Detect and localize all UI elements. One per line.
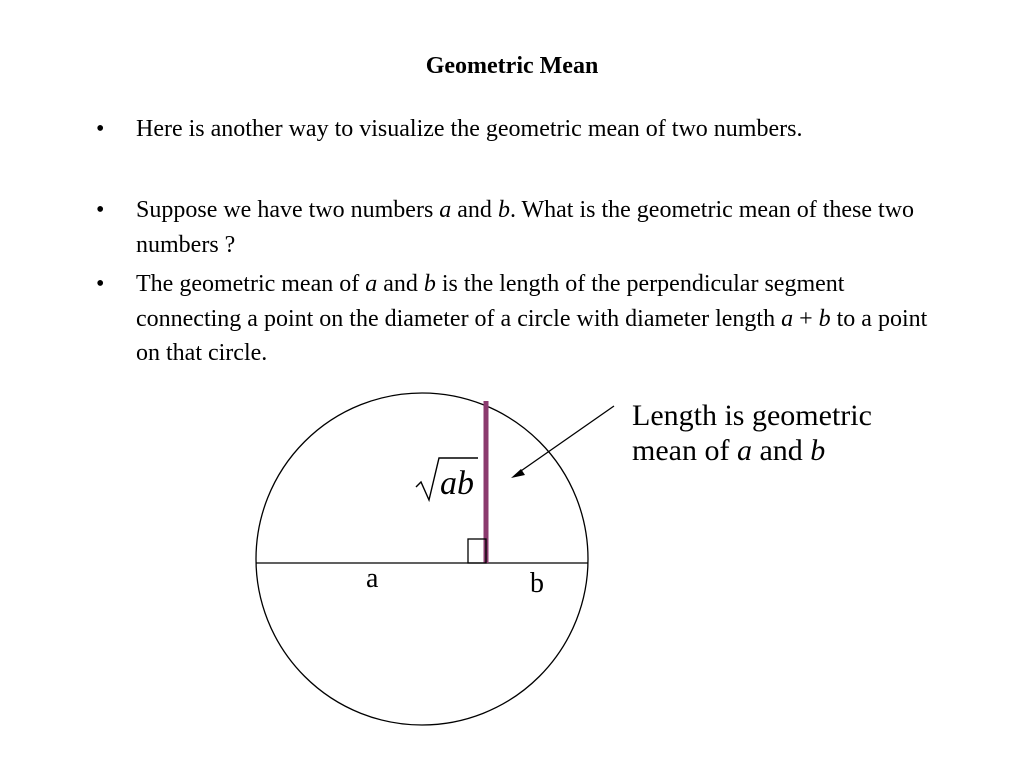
right-angle-marker xyxy=(468,539,486,563)
slide-title: Geometric Mean xyxy=(425,53,599,79)
callout-text-part: mean of xyxy=(632,434,737,467)
sqrt-ab-label: ab xyxy=(440,465,474,502)
circle xyxy=(256,393,588,725)
bullet-text-part: . What is the geometric mean of these two numbers ? xyxy=(136,197,915,258)
bullet-text-part: and xyxy=(451,197,498,223)
bullet-text-part: and xyxy=(377,271,424,297)
callout-text xyxy=(632,398,962,468)
bullet-text-part: is the length of the perpendicular segment connecting a point on the diameter of a circle with diameter length xyxy=(136,271,845,332)
variable-a: a xyxy=(781,305,794,332)
variable-b: b xyxy=(818,305,831,332)
bullet-marker: • xyxy=(96,197,105,223)
bullet-text-part: The geometric mean of xyxy=(136,271,366,297)
bullet-text-part: Suppose we have two numbers xyxy=(136,197,440,223)
segment-a-label: a xyxy=(366,563,379,594)
arrow-line xyxy=(518,406,614,473)
bullet-text-part: Here is another way to visualize the geometric mean of two numbers. xyxy=(136,116,803,142)
callout-line-2 xyxy=(632,433,962,468)
callout-text-part: and xyxy=(751,434,811,467)
segment-b-label: b xyxy=(530,568,544,599)
variable-b: b xyxy=(423,271,436,297)
callout-line-1: Length is geometric xyxy=(632,399,872,432)
variable-b: b xyxy=(810,434,826,467)
variable-b: b xyxy=(497,197,510,223)
bullet-text-part: to a point on that circle. xyxy=(136,305,928,366)
bullet-marker: • xyxy=(96,271,105,297)
bullet-text-part: + xyxy=(793,305,819,332)
variable-a: a xyxy=(365,271,378,297)
variable-a: a xyxy=(439,197,452,223)
bullet-marker: • xyxy=(96,116,105,142)
variable-a: a xyxy=(736,434,752,467)
